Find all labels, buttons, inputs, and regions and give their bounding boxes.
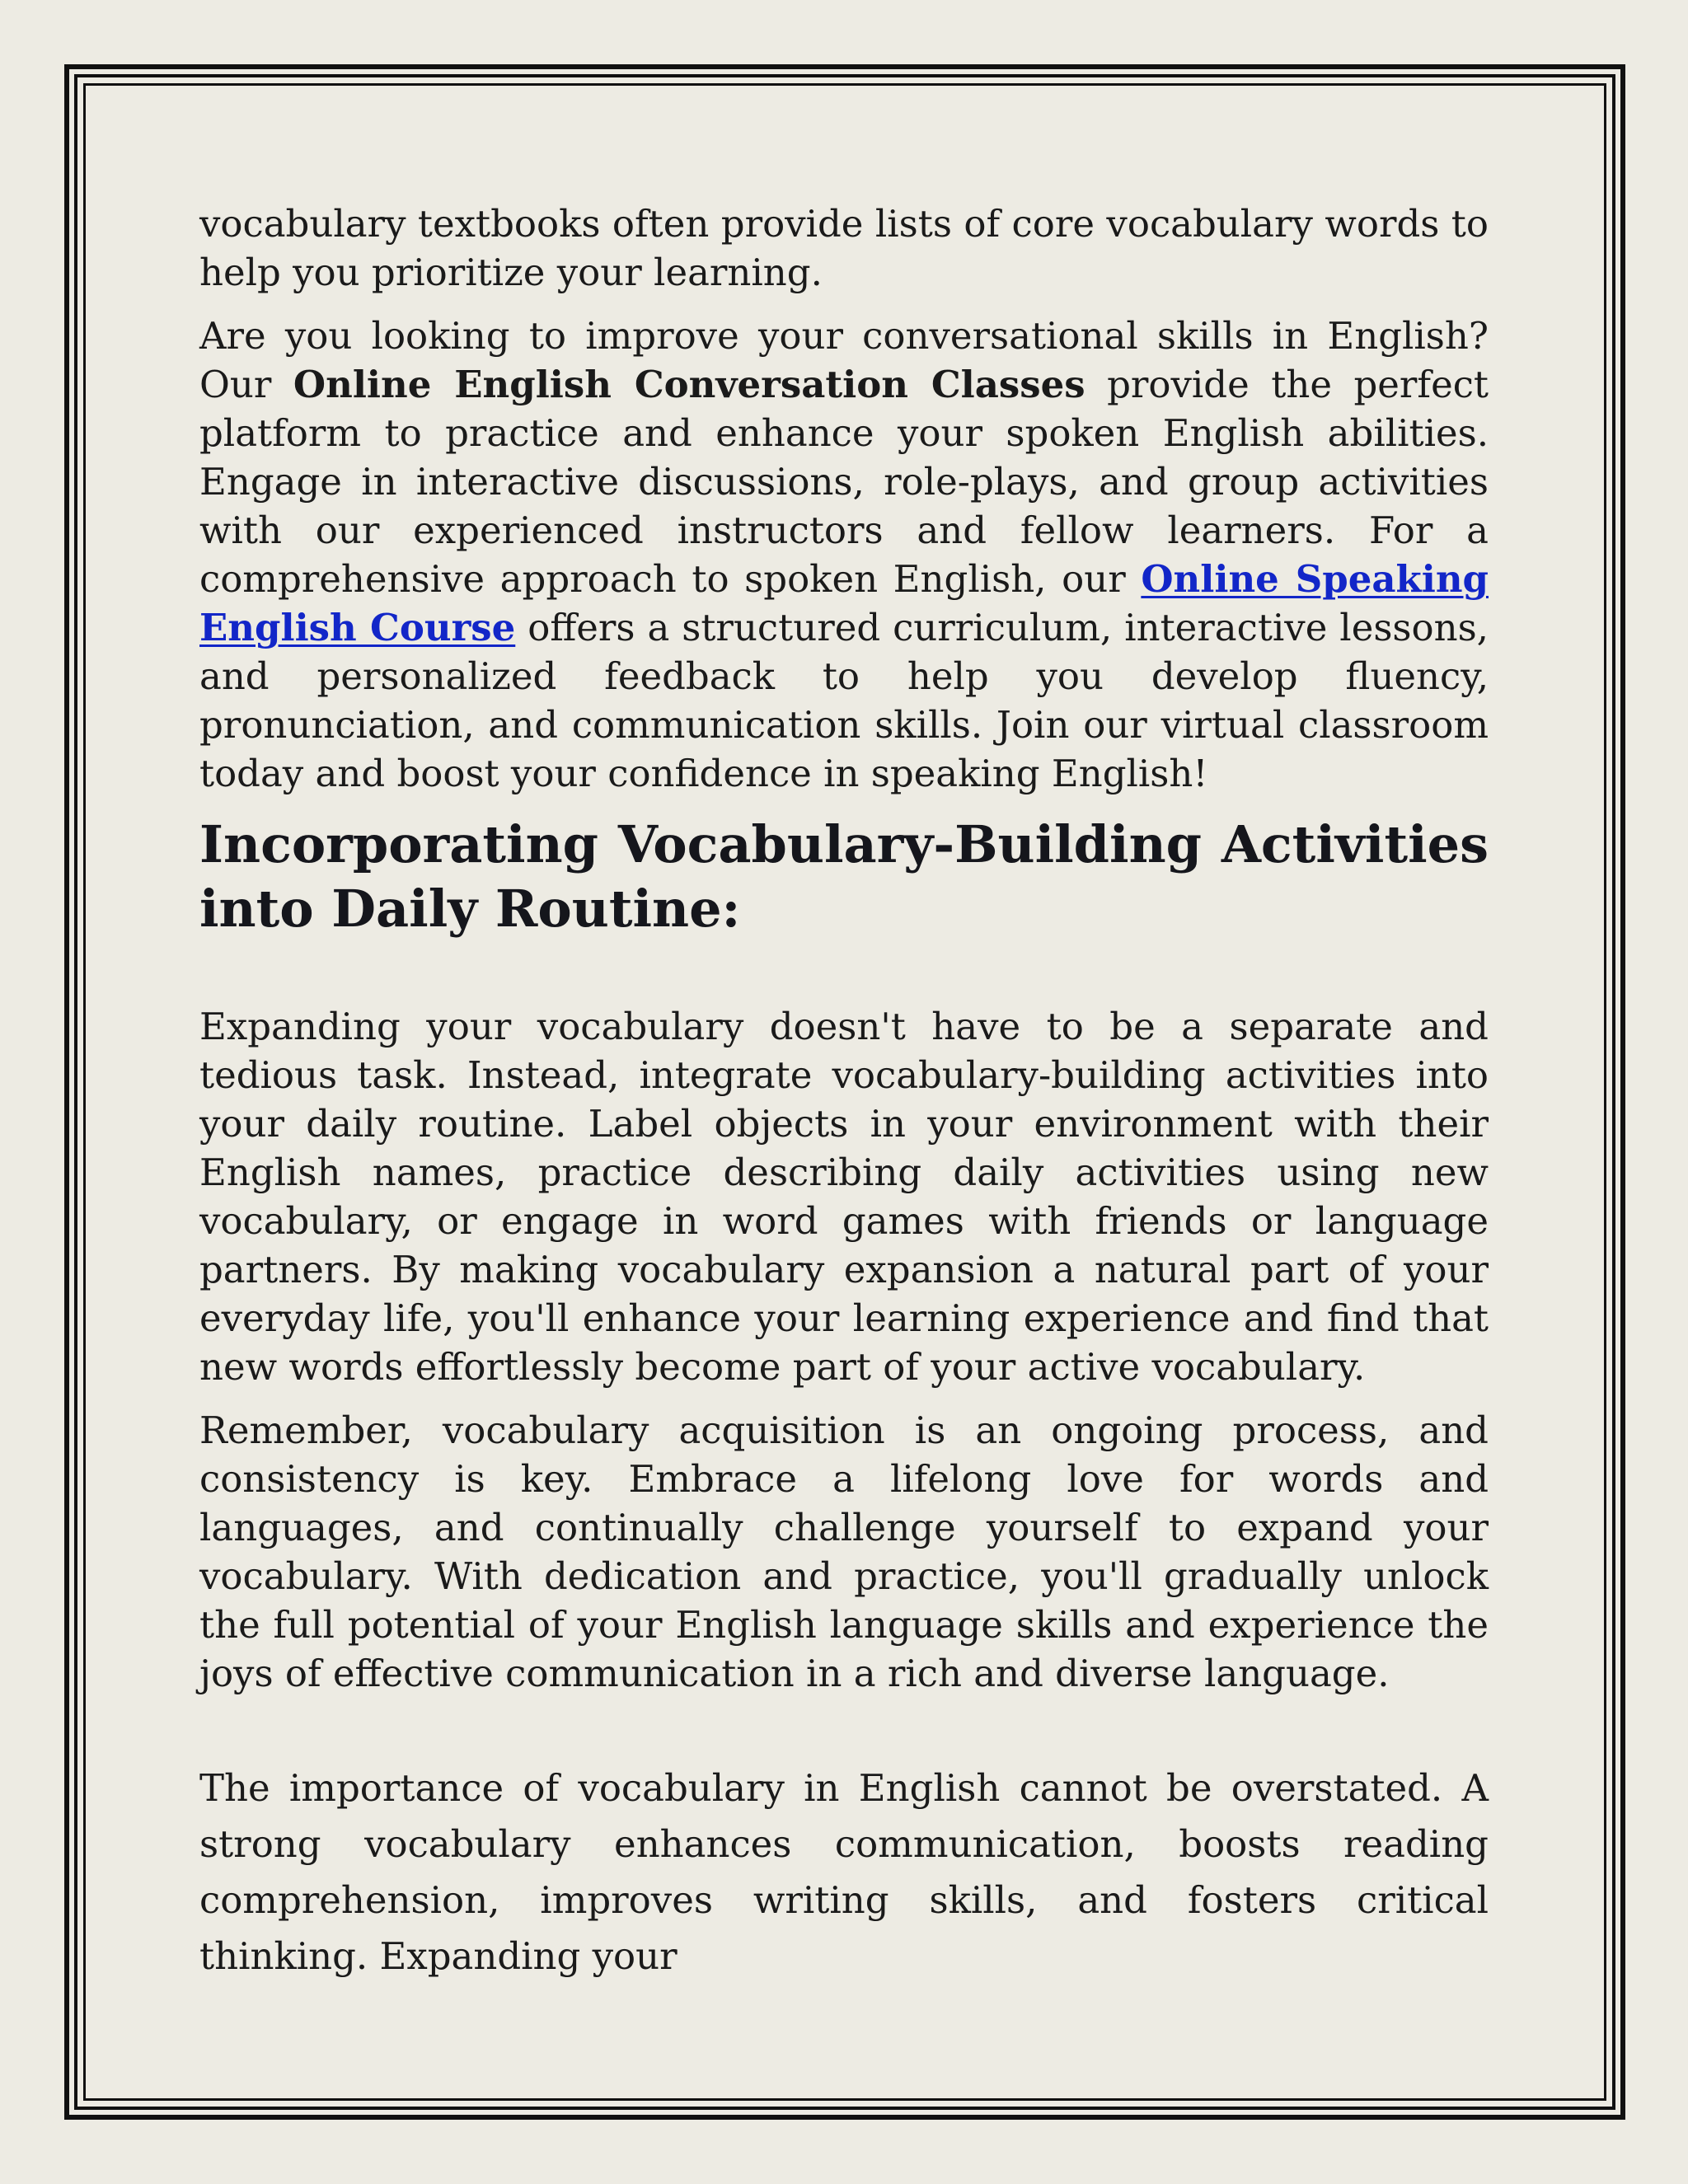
paragraph-text-segment: Are you looking to improve your conversational skills in English? Our: [199, 314, 1489, 406]
paragraph-text-segment: provide the perfect platform to practice and enhance your spoken English abilities. Engage in interactive discussions, role-plays, and group activities with our experienced instructors and fellow learners. For a comprehensive approach to spoken English, our: [199, 363, 1489, 601]
paragraph-conversation-classes: [199, 312, 1489, 798]
paragraph-importance: The importance of vocabulary in English cannot be overstated. A strong vocabulary enhances communication, boosts reading comprehension, improves writing skills, and fosters critical thinking. Expanding your: [199, 1766, 1489, 1978]
paragraph-daily-routine: Expanding your vocabulary doesn't have to be a separate and tedious task. Instead, integrate vocabulary-building activities into your daily routine. Label objects in your environment with their English names, practice describing daily activities using new vocabulary, or engage in word games with friends or language partners. By making vocabulary expansion a natural part of your everyday life, you'll enhance your learning experience and find that new words effortlessly become part of your active vocabulary.: [199, 1005, 1489, 1389]
spacer: [199, 1713, 1489, 1760]
section-heading: Incorporating Vocabulary-Building Activities into Daily Routine:: [199, 814, 1489, 939]
spacer: [199, 941, 1489, 1002]
paragraph-textbooks: vocabulary textbooks often provide lists of core vocabulary words to help you prioritize your learning.: [199, 202, 1489, 294]
document-body: [199, 199, 1489, 1999]
paragraph-text-segment: offers a structured curriculum, interactive lessons, and personalized feedback to help you develop fluency, pronunciation, and communication skills. Join our virtual classroom today and boost your confidence in speaking English!: [199, 606, 1489, 795]
conversation-classes-bold: Online English Conversation Classes: [293, 363, 1085, 406]
paragraph-remember: Remember, vocabulary acquisition is an ongoing process, and consistency is key. Embrace a lifelong love for words and languages, and continually challenge yourself to expand your vocabulary. With dedication and practice, you'll gradually unlock the full potential of your English language skills and experience the joys of effective communication in a rich and diverse language.: [199, 1408, 1489, 1695]
speaking-course-link[interactable]: Online Speaking English Course: [199, 557, 1489, 649]
